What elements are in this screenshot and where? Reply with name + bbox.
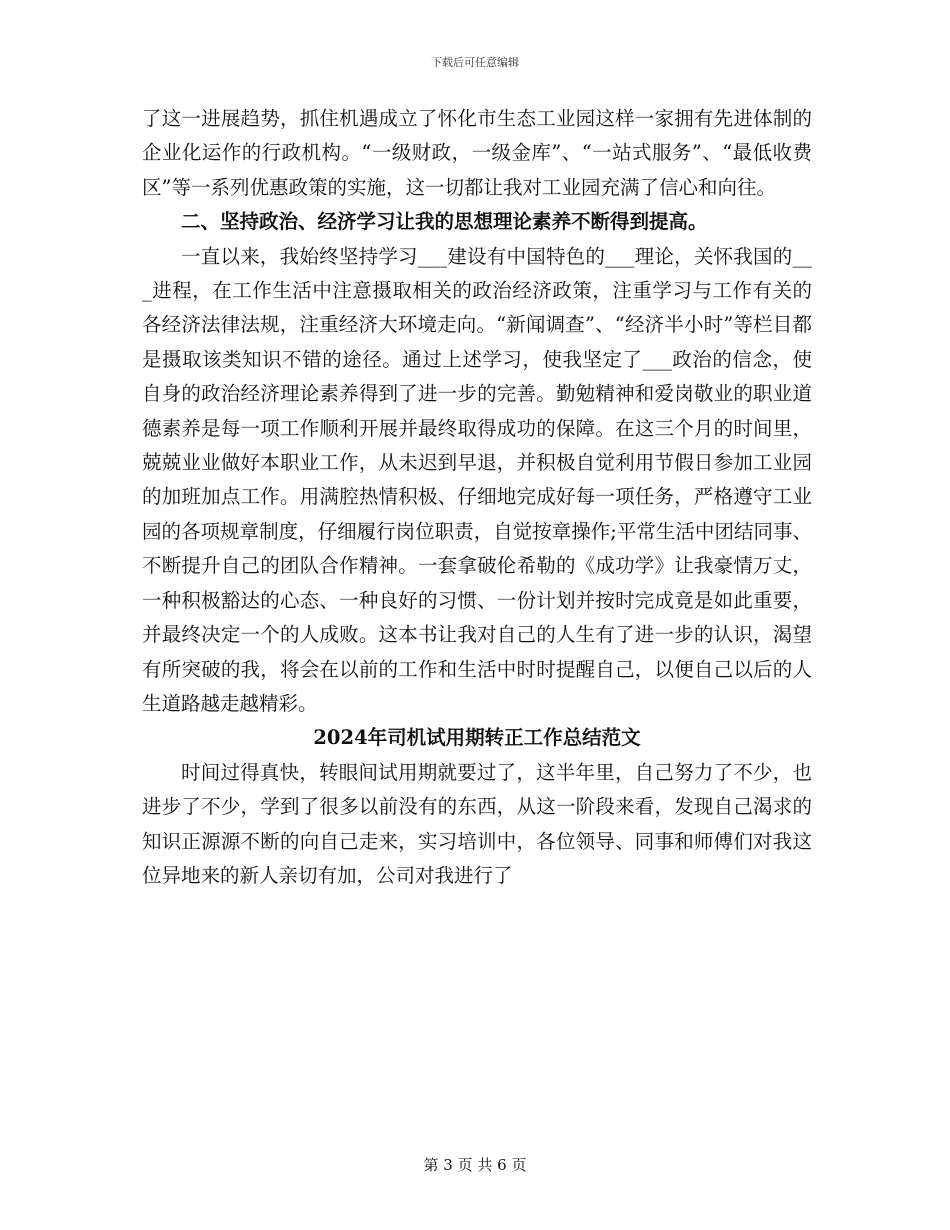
section-heading: 二、坚持政治、经济学习让我的思想理论素养不断得到提高。: [181, 210, 708, 234]
article-title: 2024年司机试用期转正工作总结范文: [313, 726, 641, 750]
page-footer: 第 3 页 共 6 页: [423, 1156, 527, 1174]
paragraph-intro: 时间过得真快，转眼间试用期就要过了，这半年里，自己努力了不少，也进步了不少，学到了很多以前没有的东西，从这一阶段来看，发现自己渴求的知识正源源不断的向自己走来，实习培训中，各位领导、同事和师傅们对我这位异地来的新人亲切有加，公司对我进行了: [142, 760, 812, 887]
paragraph-continuation: 了这一进展趋势，抓住机遇成立了怀化市生态工业园这样一家拥有先进体制的企业化运作的行政机构。“一级财政，一级金库”、“一站式服务”、“最低收费区”等一系列优惠政策的实施，这一切都让我对工业园充满了信心和向往。: [142, 107, 812, 199]
header-note: 下载后可任意编辑: [431, 56, 519, 69]
paragraph-study: 一直以来，我始终坚持学习___建设有中国特色的___理论，关怀我国的___进程，在工作生活中注意摄取相关的政治经济政策，注重学习与工作有关的各经济法律法规，注重经济大环境走向。“新闻调查”、“经济半小时”等栏目都是摄取该类知识不错的途径。通过上述学习，使我坚定了___政治的信念，使自身的政治经济理论素养得到了进一步的完善。勤勉精神和爱岗敬业的职业道德素养是每一项工作顺利开展并最终取得成功的保障。在这三个月的时间里，兢兢业业做好本职业工作，从未迟到早退，并积极自觉利用节假日参加工业园的加班加点工作。用满腔热情积极、仔细地完成好每一项任务，严格遵守工业园的各项规章制度，仔细履行岗位职责，自觉按章操作;平常生活中团结同事、不断提升自己的团队合作精神。一套拿破伦希勒的《成功学》让我豪情万丈，一种积极豁达的心态、一种良好的习惯、一份计划并按时完成竟是如此重要，并最终决定一个的人成败。这本书让我对自己的人生有了进一步的认识，渴望有所突破的我，将会在以前的工作和生活中时时提醒自己，以便自己以后的人生道路越走越精彩。: [142, 244, 812, 715]
document-body: [142, 102, 812, 893]
